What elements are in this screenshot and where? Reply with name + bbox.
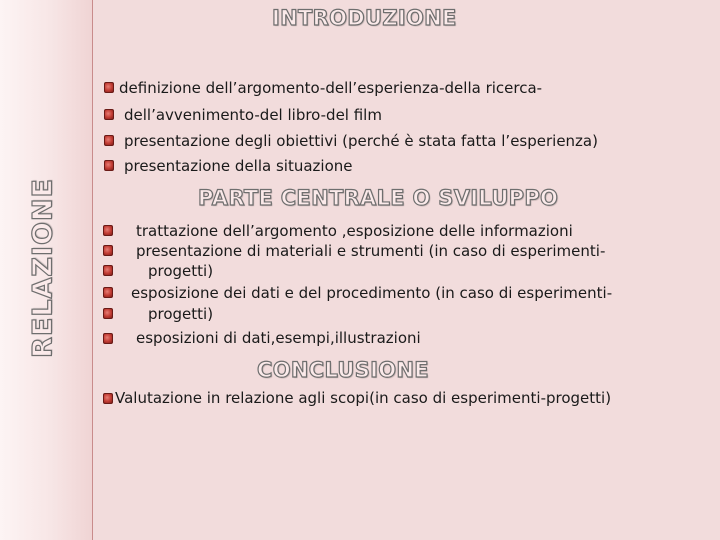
bullet-icon xyxy=(104,82,114,93)
central-item-3-cont: progetti) xyxy=(148,305,214,323)
conclusion-item-1: Valutazione in relazione agli scopi(in caso di esperimenti-progetti) xyxy=(115,389,612,407)
bullet-icon xyxy=(103,265,113,276)
bullet-icon xyxy=(103,287,113,298)
bullet-icon xyxy=(104,160,114,171)
intro-item-2: dell’avvenimento-del libro-del film xyxy=(124,106,382,124)
heading-introduzione: INTRODUZIONE xyxy=(272,6,457,30)
bullet-icon xyxy=(104,109,114,120)
bullet-icon xyxy=(103,225,113,236)
sidebar-panel xyxy=(0,0,93,540)
bullet-icon xyxy=(103,245,113,256)
bullet-icon xyxy=(103,333,113,344)
central-item-1: trattazione dell’argomento ,esposizione delle informazioni xyxy=(136,222,573,240)
vertical-title: RELAZIONE xyxy=(27,178,59,358)
intro-item-1: definizione dell’argomento-dell’esperienza-della ricerca- xyxy=(119,79,543,97)
heading-conclusione: CONCLUSIONE xyxy=(257,358,429,382)
central-item-2-cont: progetti) xyxy=(148,262,214,280)
central-item-4: esposizioni di dati,esempi,illustrazioni xyxy=(136,329,421,347)
central-item-2: presentazione di materiali e strumenti (in caso di esperimenti- xyxy=(136,242,606,260)
bullet-icon xyxy=(103,308,113,319)
intro-item-3: presentazione degli obiettivi (perché è stata fatta l’esperienza) xyxy=(124,132,598,150)
heading-parte-centrale: PARTE CENTRALE O SVILUPPO xyxy=(198,186,559,210)
bullet-icon xyxy=(103,393,113,404)
intro-item-4: presentazione della situazione xyxy=(124,157,353,175)
central-item-3: esposizione dei dati e del procedimento (in caso di esperimenti- xyxy=(131,284,613,302)
bullet-icon xyxy=(104,135,114,146)
